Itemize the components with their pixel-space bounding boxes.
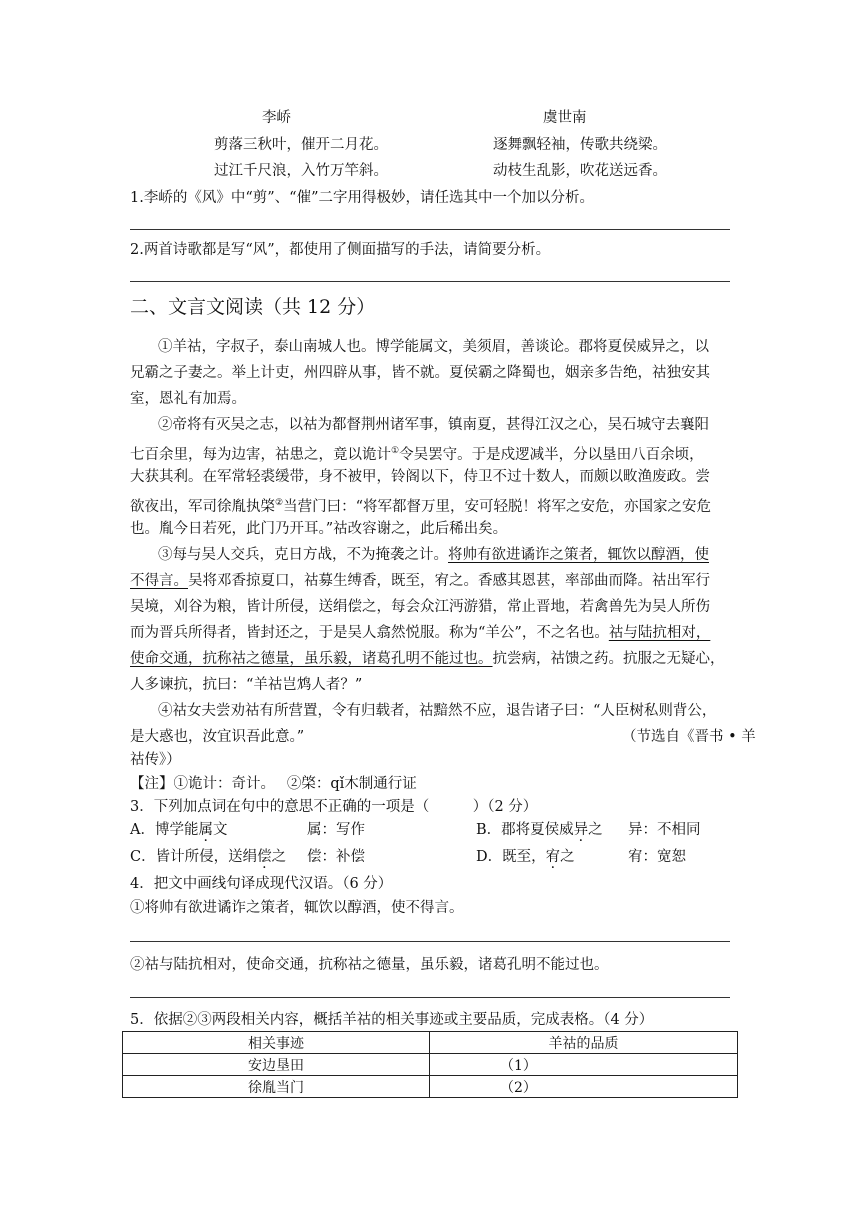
question-3-stem: 3．下列加点词在句中的意思不正确的一项是（ ）（2 分） [130,799,538,815]
answer-line-2[interactable] [130,281,730,282]
question-1: 1.李峤的《风》中“剪”、“催”二字用得极妙，请任选其中一个加以分析。 [130,190,594,206]
poem-left-line2: 过江千尺浪，入竹万竿斜。 [214,163,388,179]
question-5-stem: 5．依据②③两段相关内容，概括羊祜的相关事迹或主要品质，完成表格。（4 分） [130,1012,654,1028]
answer-cell[interactable]: （1） [430,1054,738,1076]
source-citation: （节选自《晋书 • 羊 [622,729,756,745]
passage-line: 大获其利。在军常轻裘缓带，身不被甲，铃阁以下，侍卫不过十数人，而颇以畋渔废政。尝 [130,469,710,485]
passage-line: ④祜女夫尝劝祜有所营置，令有归载者，祜黯然不应，退告诸子曰：“人臣树私则背公， [158,703,717,719]
option-c[interactable]: C．皆计所侵，送绢偿之 [130,849,287,865]
passage-line: 吴境，刈谷为粮，皆计所侵，送绢偿之，每会众江沔游猎，常止晋地，若禽兽先为吴人所伤 [130,599,710,615]
underlined-sentence-1: 将帅有欲进谲诈之策者，辄饮以醇酒，使 [448,547,709,563]
underlined-sentence-2: 祜与陆抗相对， [608,625,711,641]
option-c-meaning: 偿：补偿 [307,849,365,865]
passage-line: 也。胤今日若死，此门乃开耳。”祜改容谢之，此后稀出矣。 [130,521,508,537]
table-cell: 徐胤当门 [123,1076,430,1098]
underlined-sentence-2-end: 使命交通，抗称祜之德量，虽乐毅，诸葛孔明不能过也。 [130,651,493,667]
passage-line: 不得言。吴将邓香掠夏口，祜募生缚香，既至，宥之。香感其恩甚，率部曲而降。祜出军行 [130,573,710,589]
answer-line-4[interactable] [130,997,730,998]
footnote: 【注】①诡计：奇计。 ②棨：qǐ木制通行证 [130,776,417,792]
table-header: 羊祜的品质 [430,1032,738,1054]
passage-line: ①羊祜，字叔子，泰山南城人也。博学能属文，美须眉，善谈论。郡将夏侯威异之，以 [158,339,709,355]
question-4-sentence-2: ②祜与陆抗相对，使命交通，抗称祜之德量，虽乐毅，诸葛孔明不能过也。 [130,957,609,973]
answer-line-1[interactable] [130,229,730,230]
passage-line: 欲夜出，军司徐胤执棨②当营门曰：“将军都督万里，安可轻脱！将军之安危，亦国家之安危 [130,498,711,515]
question-4-sentence-1: ①将帅有欲进谲诈之策者，辄饮以醇酒，使不得言。 [130,900,464,916]
passage-line: ②帝将有灭吴之志，以祜为都督荆州诸军事，镇南夏，甚得江汉之心，吴石城守去襄阳 [158,417,709,433]
table-row [123,1054,738,1076]
poem-left-line1: 剪落三秋叶，催开二月花。 [214,137,388,153]
answer-cell[interactable]: （2） [430,1076,738,1098]
question-4-stem: 4．把文中画线句译成现代汉语。（6 分） [130,876,393,892]
option-d-meaning: 宥：宽恕 [628,849,686,865]
source-citation-end: 祜传》） [130,752,181,768]
option-b-meaning: 异：不相同 [628,822,701,838]
option-a[interactable]: A．博学能属文 [130,822,228,838]
passage-line: 室，恩礼有加焉。 [130,391,246,407]
poem-right-author: 虞世南 [543,110,587,126]
answer-line-3[interactable] [130,941,730,942]
option-a-meaning: 属：写作 [307,822,365,838]
answer-table [122,1031,738,1098]
passage-line: ③每与吴人交兵，克日方战，不为掩袭之计。将帅有欲进谲诈之策者，辄饮以醇酒，使 [158,547,709,563]
question-2: 2.两首诗歌都是写“风”，都使用了侧面描写的手法，请简要分析。 [130,242,551,258]
poem-left-author: 李峤 [262,110,291,126]
passage-line: 而为晋兵所得者，皆封还之，于是吴人翕然悦服。称为“羊公”，不之名也。祜与陆抗相对， [130,625,711,641]
underlined-sentence-1-end: 不得言。 [130,573,188,589]
table-row [123,1076,738,1098]
footnote-mark-2: ② [275,498,284,508]
passage-line: 七百余里，每为边害，祜患之，竟以诡计①令吴罢守。于是戍逻减半，分以垦田八百余顷， [130,446,704,463]
passage-line: 兄霸之子妻之。举上计吏，州四辟从事，皆不就。夏侯霸之降蜀也，姻亲多告绝，祜独安其 [130,365,710,381]
section-title: 二、文言文阅读（共 12 分） [130,296,376,318]
option-d[interactable]: D．既至，宥之 [476,849,575,865]
table-header-row [123,1032,738,1054]
passage-line: 人多谏抗，抗曰：“羊祜岂鸩人者？” [130,677,363,693]
table-header: 相关事迹 [123,1032,430,1054]
option-b[interactable]: B．郡将夏侯威异之 [476,822,603,838]
passage-line: 是大惑也，汝宜识吾此意。” [130,729,305,745]
poem-right-line2: 动枝生乱影，吹花送远香。 [493,163,667,179]
footnote-mark-1: ① [391,446,400,456]
table-cell: 安边垦田 [123,1054,430,1076]
poem-right-line1: 逐舞飘轻袖，传歌共绕梁。 [493,137,667,153]
passage-line: 使命交通，抗称祜之德量，虽乐毅，诸葛孔明不能过也。抗尝病，祜馈之药。抗服之无疑心， [130,651,725,667]
